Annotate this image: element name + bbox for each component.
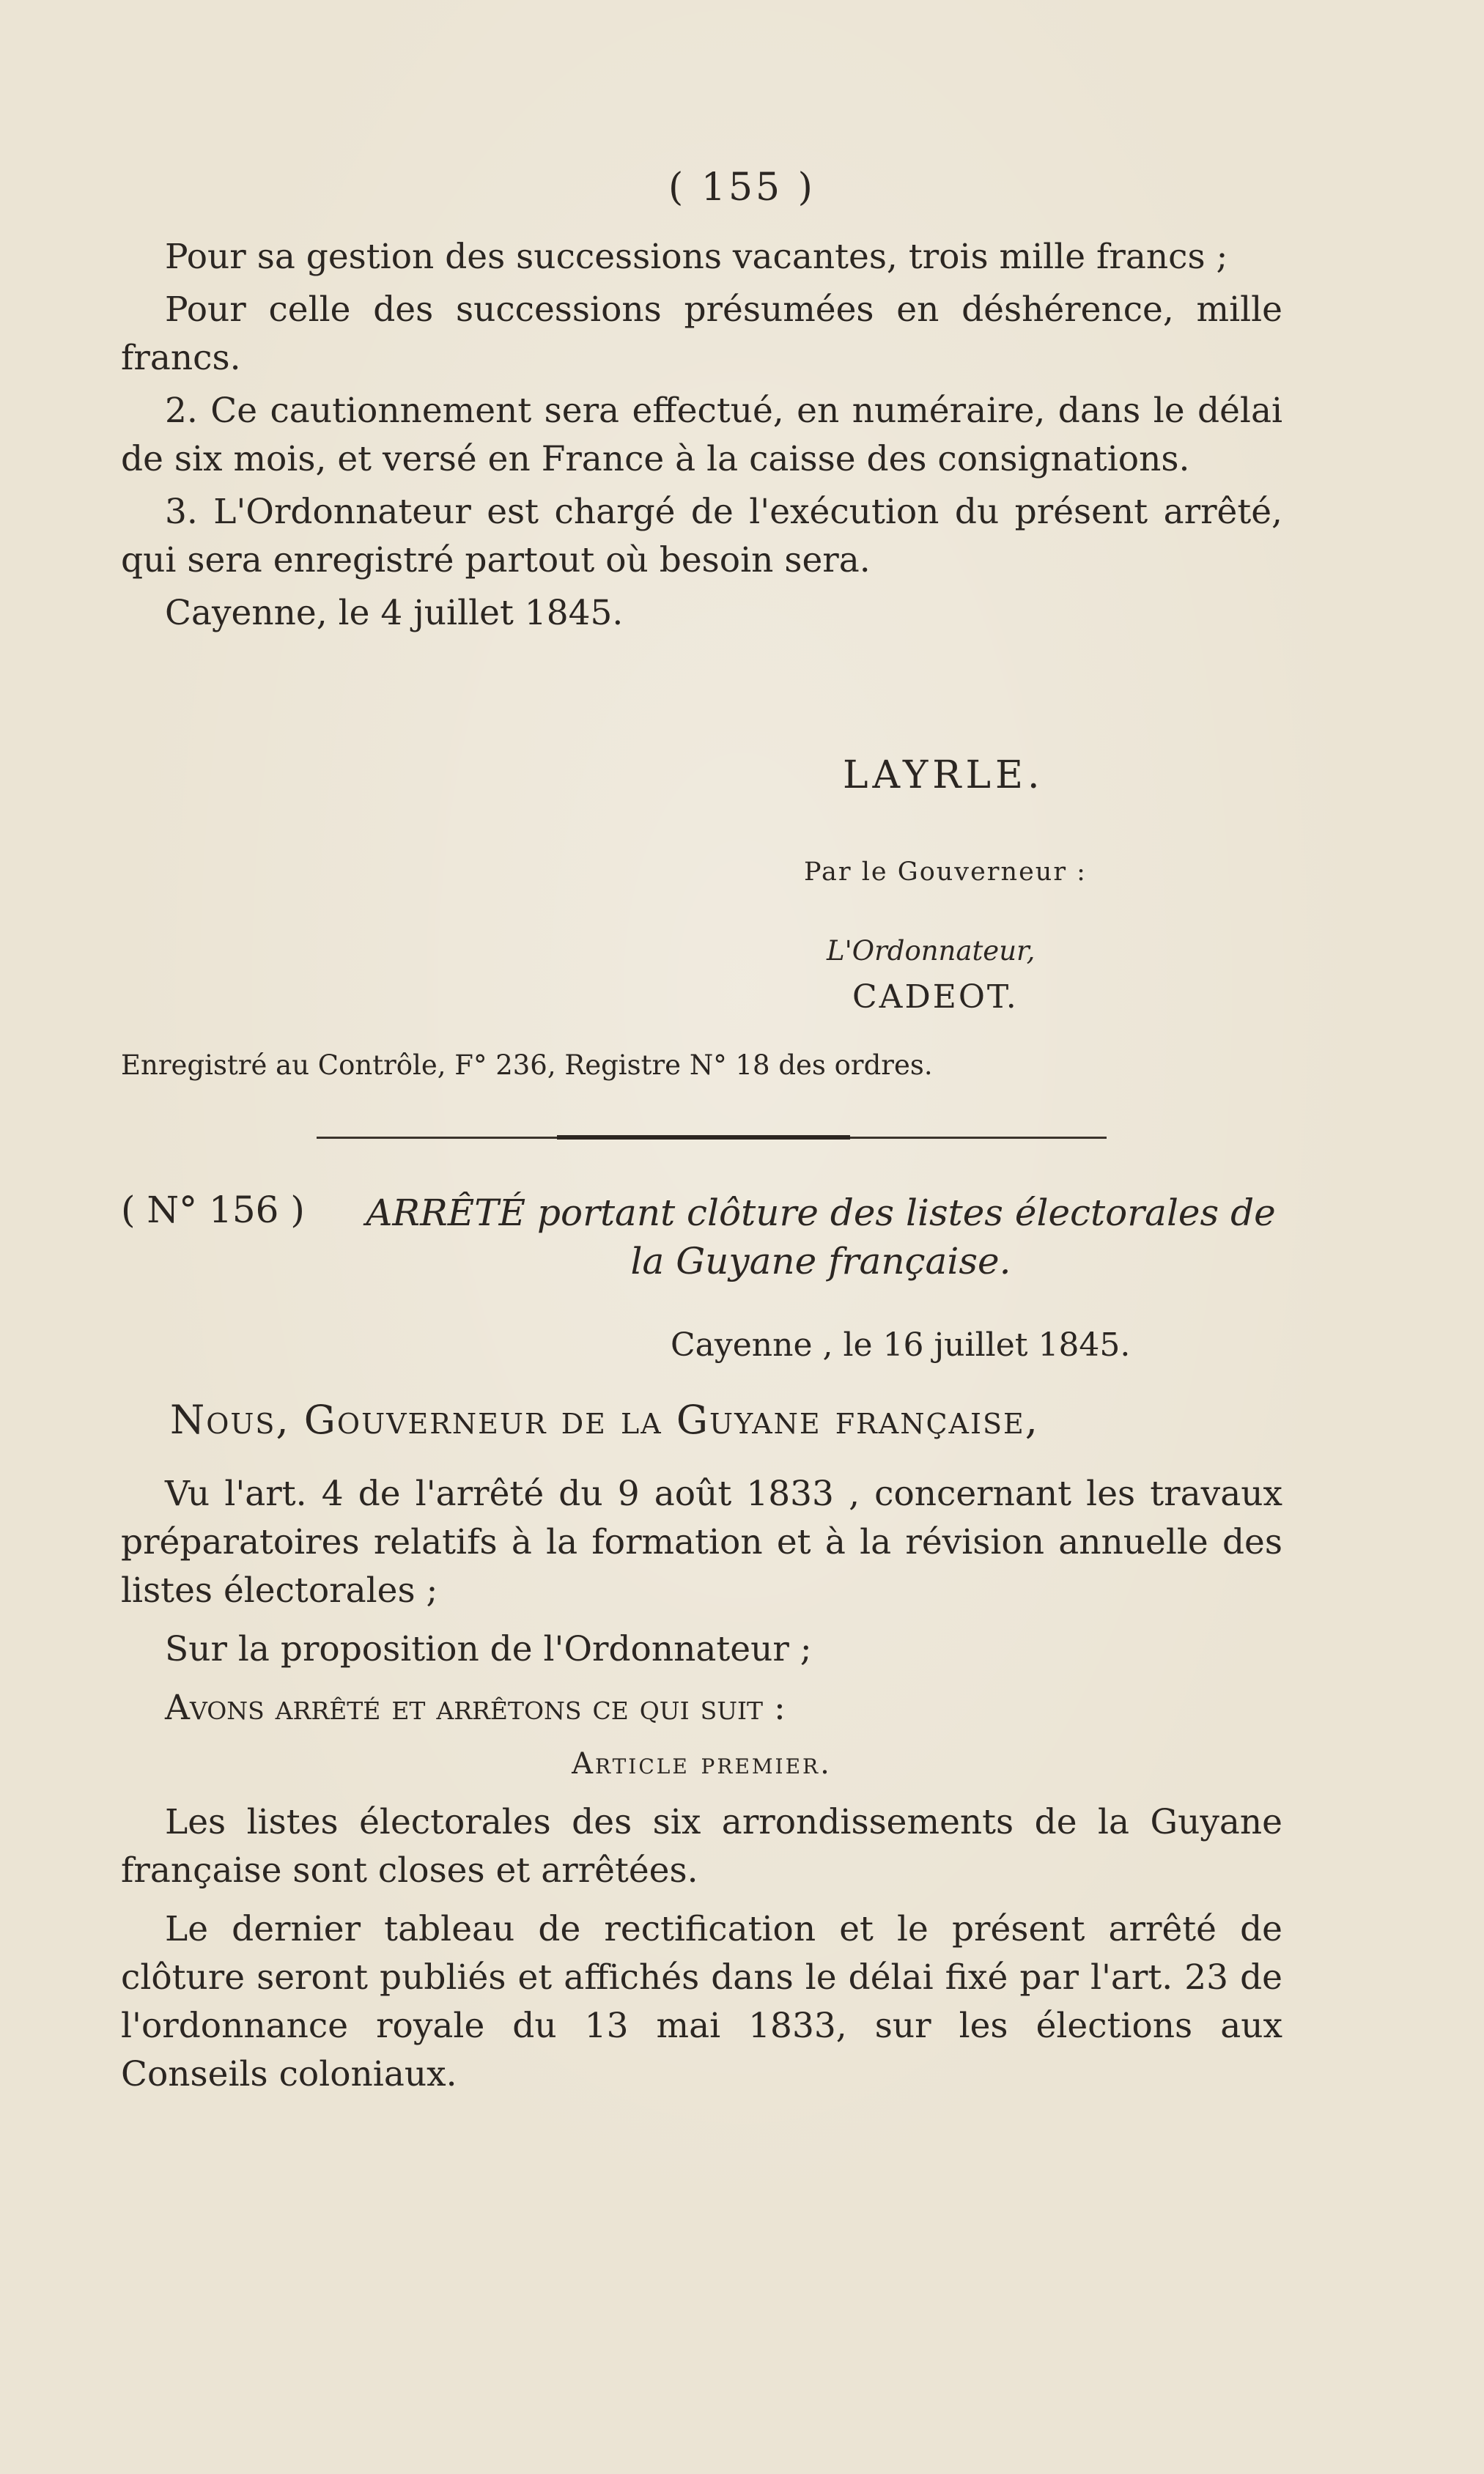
nous-gouverneur: Nous, Gouverneur de la Guyane française, [170,1397,1039,1443]
page-number: ( 155 ) [668,166,816,210]
place-date: Cayenne, le 4 juillet 1845. [165,593,624,633]
paragraph-2: Pour celle des successions présumées en déshérence, mille francs. [121,289,1282,378]
paragraph-3: 2. Ce cautionnement sera effectué, en numéraire, dans le délai de six mois, et versé en France à la caisse des consignations. [121,391,1282,479]
vu-paragraph: Vu l'art. 4 de l'arrêté du 9 août 1833 , concernant les travaux préparatoires relatifs à la formation et à la révision annuelle des listes électorales ; [121,1474,1282,1611]
article-paragraph-1: Les listes électorales des six arrondissements de la Guyane française sont closes et arrêtées. [121,1802,1282,1891]
par-le-gouverneur: Par le Gouverneur : [804,857,1087,887]
article-heading: Article premier. [572,1747,832,1781]
section-rule-thick [557,1135,850,1140]
decree-title: ARRÊTÉ portant clôture des listes électorales de la Guyane française. [366,1192,1276,1282]
paragraph-1: Pour sa gestion des successions vacantes, trois mille francs ; [165,237,1228,277]
decree-number: ( N° 156 ) [121,1189,305,1231]
avons-arrete: Avons arrêté et arrêtons ce qui suit : [165,1688,786,1728]
decree-date: Cayenne , le 16 juillet 1845. [671,1326,1131,1364]
ordonnateur-title: L'Ordonnateur, [827,935,1036,967]
proposition-paragraph: Sur la proposition de l'Ordonnateur ; [165,1629,812,1669]
top-section [121,233,1282,638]
signature-layrle: LAYRLE. [843,753,1044,797]
paragraph-4: 3. L'Ordonnateur est chargé de l'exécution du présent arrêté, qui sera enregistré partout où besoin sera. [121,492,1282,580]
registration-line: Enregistré au Contrôle, F° 236, Registre N° 18 des ordres. [121,1049,933,1081]
bottom-section [121,1470,1282,2099]
article-paragraph-2: Le dernier tableau de rectification et le présent arrêté de clôture seront publiés et affichés dans le délai fixé par l'art. 23 de l'ordonnance royale du 13 mai 1833, sur les élections aux Conseils coloniaux. [121,1909,1282,2094]
ordonnateur-name: CADEOT. [852,978,1019,1016]
